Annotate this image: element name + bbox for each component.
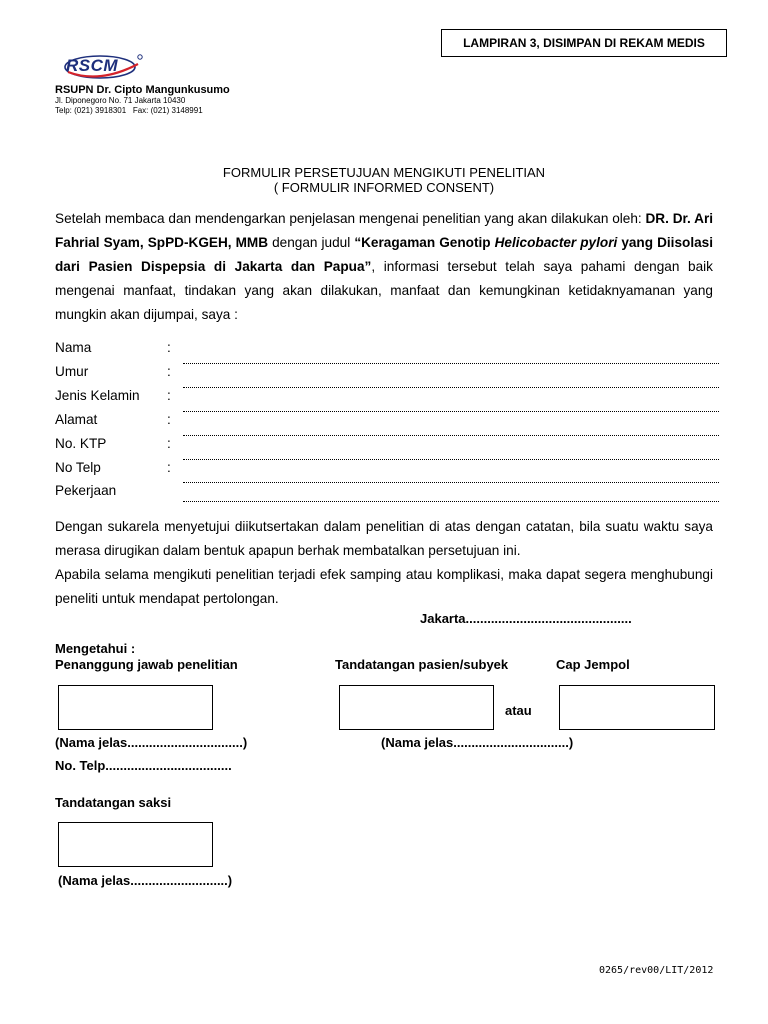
field-colon: : — [167, 340, 171, 355]
document-number: 0265/rev00/LIT/2012 — [599, 965, 714, 976]
researcher-name-line: (Nama jelas................................) — [55, 735, 248, 750]
intro-text: Setelah membaca dan mendengarkan penjelasan mengenai penelitian yang akan dilakukan oleh: — [55, 211, 646, 226]
researcher-phone-line: No. Telp................................... — [55, 758, 232, 773]
hospital-address — [55, 96, 203, 116]
mengetahui-label: Mengetahui : — [55, 641, 136, 656]
field-colon: : — [167, 388, 171, 403]
intro-paragraph — [55, 207, 713, 327]
witness-signature-label: Tandatangan saksi — [55, 795, 172, 810]
consent-text: Dengan sukarela menyetujui diikutsertakan dalam penelitian di atas dengan catatan, bila suatu waktu saya merasa dirugikan dalam bentuk apapun berhak membatalkan persetujuan ini. — [55, 519, 713, 558]
intro-text: dengan judul — [268, 235, 355, 250]
patient-signature-box[interactable] — [339, 685, 494, 730]
researcher-signature-box[interactable] — [58, 685, 213, 730]
field-label-nama: Nama — [55, 340, 92, 355]
field-colon: : — [167, 460, 171, 475]
research-title-species: Helicobacter pylori — [494, 235, 618, 250]
intro-text: , informasi tersebut telah saya pahami dengan baik mengenai manfaat, tindakan yang akan dilakukan, manfaat dan kemungkinan ketidaknyamanan yang mungkin akan dijumpai, saya : — [55, 259, 713, 322]
form-subtitle: ( FORMULIR INFORMED CONSENT) — [273, 180, 495, 195]
field-label-umur: Umur — [55, 364, 89, 379]
field-colon: : — [167, 412, 171, 427]
logo-text: RSCM — [66, 56, 119, 75]
rscm-logo — [60, 50, 150, 82]
lampiran-label-box — [441, 29, 727, 57]
thumbprint-box[interactable] — [559, 685, 715, 730]
field-line-pekerjaan[interactable] — [183, 501, 719, 502]
contact-line: Telp: (021) 3918301 Fax: (021) 3148991 — [55, 106, 203, 115]
field-colon: : — [167, 436, 171, 451]
penanggung-jawab-label: Penanggung jawab penelitian — [55, 657, 238, 672]
field-line-nama[interactable] — [183, 363, 719, 364]
atau-label: atau — [505, 703, 532, 718]
researcher-name: DR. Dr. Ari Fahrial Syam, SpPD-KGEH, MMB — [55, 211, 714, 250]
address-line: Jl. Diponegoro No. 71 Jakarta 10430 — [55, 96, 186, 105]
field-line-no-ktp[interactable] — [183, 459, 719, 460]
thumbprint-label: Cap Jempol — [556, 657, 630, 672]
field-line-alamat[interactable] — [183, 435, 719, 436]
field-line-jenis-kelamin[interactable] — [183, 411, 719, 412]
consent-text: Apabila selama mengikuti penelitian terjadi efek samping atau komplikasi, maka dapat segera menghubungi peneliti untuk mendapat pertolongan. — [55, 567, 713, 606]
research-title-part: yang Diisolasi dari Pasien Dispepsia di Jakarta dan Papua” — [55, 235, 713, 274]
field-line-umur[interactable] — [183, 387, 719, 388]
research-title-part: “Keragaman Genotip — [354, 235, 495, 250]
patient-name-line: (Nama jelas................................) — [381, 735, 574, 750]
hospital-name: RSUPN Dr. Cipto Mangunkusumo — [55, 84, 230, 96]
lampiran-label: LAMPIRAN 3, DISIMPAN DI REKAM MEDIS — [463, 36, 705, 50]
field-label-jenis-kelamin: Jenis Kelamin — [55, 388, 140, 403]
patient-signature-label: Tandatangan pasien/subyek — [335, 657, 509, 672]
form-title: FORMULIR PERSETUJUAN MENGIKUTI PENELITIAN — [222, 165, 546, 180]
field-label-alamat: Alamat — [55, 412, 98, 427]
witness-name-line: (Nama jelas...........................) — [58, 873, 233, 888]
field-label-no-ktp: No. KTP — [55, 436, 107, 451]
field-label-pekerjaan: Pekerjaan — [55, 483, 117, 498]
field-line-no-telp[interactable] — [183, 482, 719, 483]
consent-paragraph — [55, 515, 713, 611]
witness-signature-box[interactable] — [58, 822, 213, 867]
field-colon: : — [167, 364, 171, 379]
field-label-no-telp: No Telp — [55, 460, 101, 475]
city-date-line: Jakarta.............................................. — [420, 611, 632, 626]
